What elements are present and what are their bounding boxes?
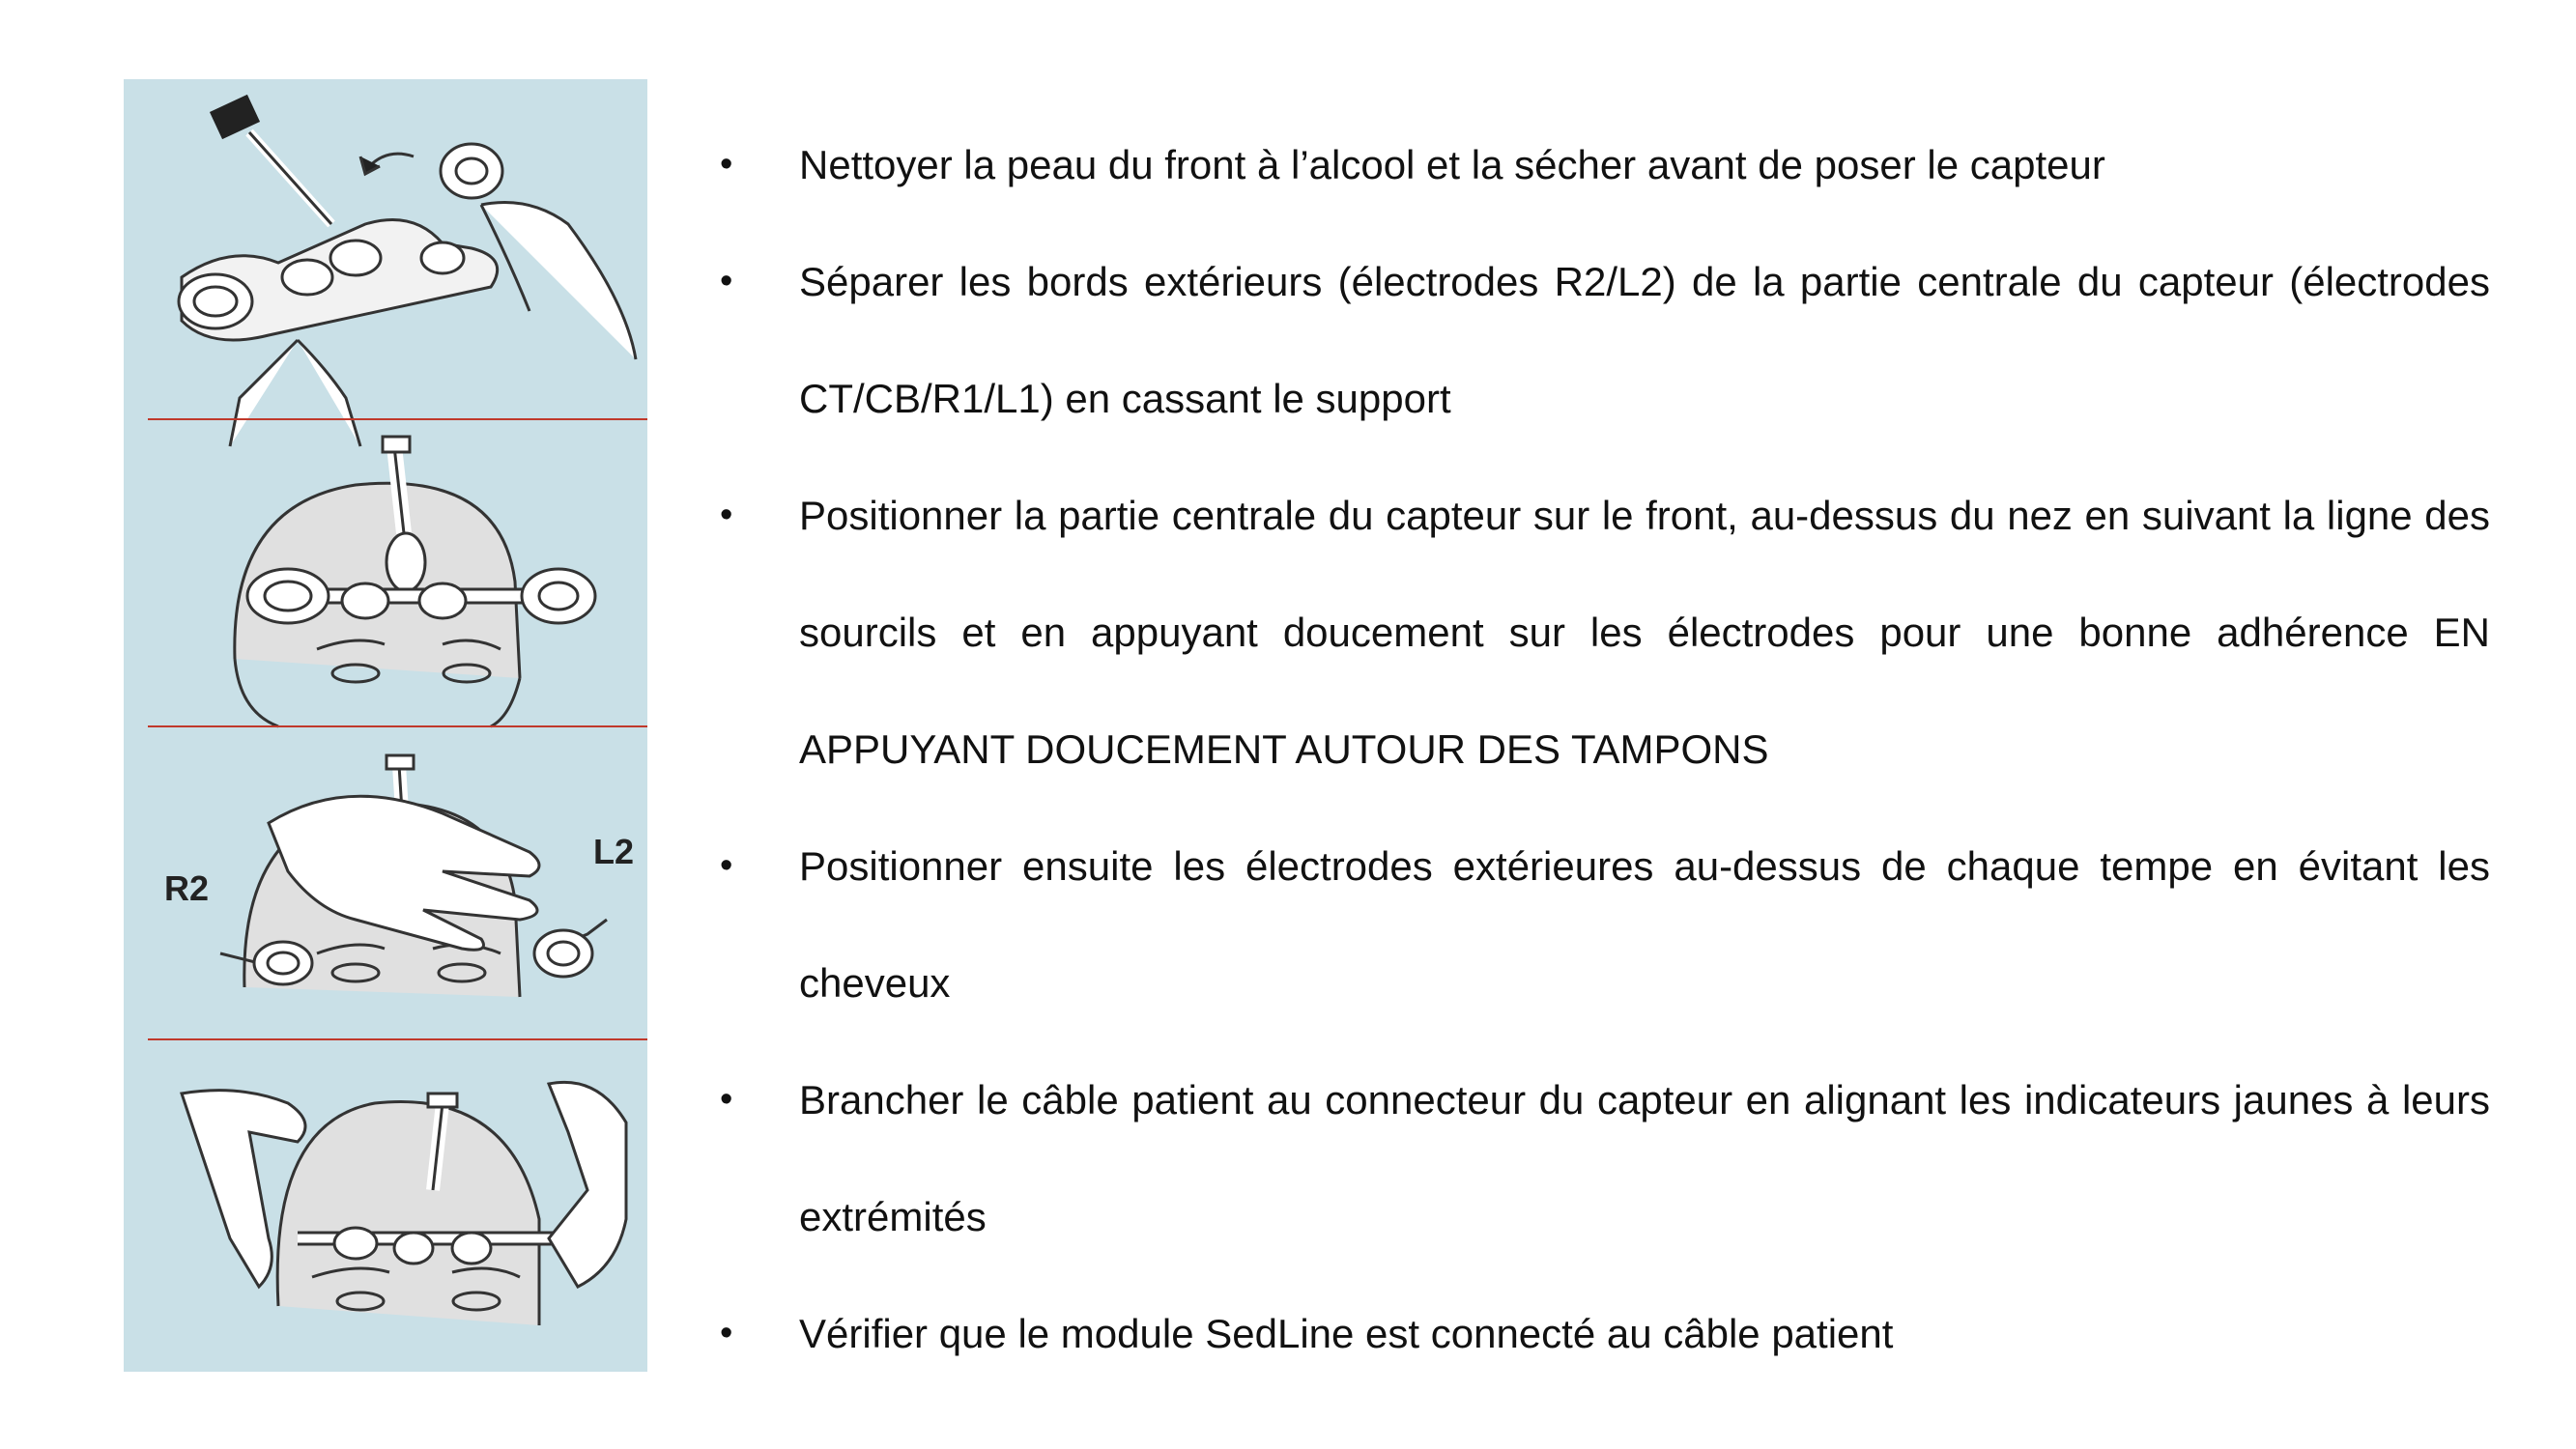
label-r2: R2 xyxy=(164,868,210,908)
instruction-item: • Séparer les bords extérieurs (électrodes R2/L2) de la partie centrale du capteur (électrodes CT/CB/R1/L1) en cassant le support xyxy=(720,223,2490,457)
panel-outer-electrodes xyxy=(220,755,607,997)
instruction-item: • Nettoyer la peau du front à l’alcool et la sécher avant de poser le capteur xyxy=(720,106,2490,223)
panel-press-pads xyxy=(182,1082,626,1325)
panel-center-sensor xyxy=(235,437,595,726)
instruction-item: • Positionner ensuite les électrodes extérieures au-dessus de chaque tempe en évitant les cheveux xyxy=(720,808,2490,1041)
panel-separate-sensor xyxy=(179,97,636,446)
instruction-item: • Vérifier que le module SedLine est connecté au câble patient xyxy=(720,1275,2490,1392)
instruction-item: • Brancher le câble patient au connecteur du capteur en alignant les indicateurs jaunes à leurs extrémités xyxy=(720,1041,2490,1275)
label-l2: L2 xyxy=(593,832,635,871)
instruction-list xyxy=(720,106,2490,1392)
instruction-item: • Positionner la partie centrale du capteur sur le front, au-dessus du nez en suivant la ligne des sourcils et en appuyant doucement sur les électrodes pour une bonne adhérence EN APPUYANT DOUCEMENT AUTOUR DES TAMPONS xyxy=(720,457,2490,808)
sensor-placement-illustration xyxy=(124,79,647,1372)
